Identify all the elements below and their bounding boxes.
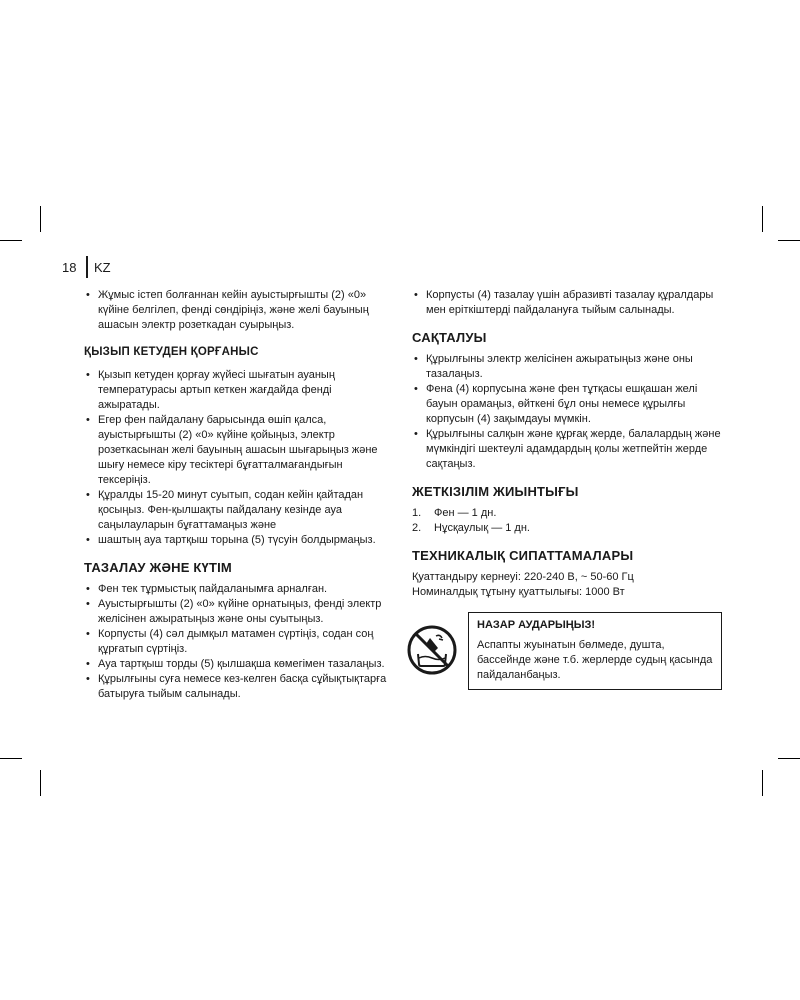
crop-mark — [762, 770, 763, 796]
intro-list — [412, 288, 724, 318]
intro-list — [84, 288, 392, 333]
list-item: • Құрылғыны салқын және құрғақ жерде, балалардың және мүмкіндігі шектеулі адамдардың қолы жетпейтін жерде сақтаңыз. — [412, 427, 724, 472]
list-item: • Корпусты (4) сәл дымқыл матамен сүртіңіз, содан соң құрғатып сүртіңіз. — [84, 627, 392, 657]
no-water-use-icon — [406, 624, 458, 676]
list-item: • Егер фен пайдалану барысында өшіп қалса, ауыстырғышты (2) «0» күйіне қойыңыз, электр розеткасынан желі бауының ашасын шығарыңыз және шығу немесе кіру тесіктері бұғатталмағандығын тексеріңіз. — [84, 413, 392, 488]
crop-mark — [778, 240, 800, 241]
item-text: Нұсқаулық — 1 дн. — [434, 522, 530, 534]
left-column — [84, 288, 392, 702]
specs-block — [412, 570, 724, 600]
spec-power: Номиналдық тұтыну қуаттылығы: 1000 Вт — [412, 586, 625, 598]
section-title-storage: САҚТАЛУЫ — [412, 330, 487, 345]
list-item: • Фен тек тұрмыстық пайдаланымға арналған. — [84, 582, 392, 597]
cleaning-list — [84, 582, 392, 702]
item-number: 1. — [412, 507, 422, 519]
list-item: • Қызып кетуден қорғау жүйесі шығатын ауаның температурасы артып кеткен жағдайда фенді ажыратады. — [84, 368, 392, 413]
crop-mark — [0, 758, 22, 759]
header-divider — [86, 256, 88, 278]
section-title-cleaning: ТАЗАЛАУ ЖӘНЕ КҮТІМ — [84, 560, 232, 575]
list-item — [412, 521, 724, 536]
page-number: 18 — [62, 259, 77, 275]
list-item — [412, 506, 724, 521]
crop-mark — [778, 758, 800, 759]
storage-list — [412, 352, 724, 472]
right-column — [412, 288, 724, 682]
section-title-delivery: ЖЕТКІЗІЛІМ ЖИЫНТЫҒЫ — [412, 484, 579, 499]
page-header — [62, 256, 111, 278]
delivery-list — [412, 506, 724, 536]
crop-mark — [762, 206, 763, 232]
crop-mark — [40, 770, 41, 796]
list-item: • Жұмыс істеп болғаннан кейін ауыстырғышты (2) «0» күйіне белгілеп, фенді сөндіріңіз, және желі бауының ашасын электр розеткадан суырыңыз. — [84, 288, 392, 333]
warning-block — [412, 612, 724, 682]
section-title-overheat: ҚЫЗЫП КЕТУДЕН ҚОРҒАНЫС — [84, 346, 259, 358]
warning-text: Аспапты жуынатын бөлмеде, душта, бассейнде және т.б. жерлерде судың қасында пайдаланбаңыз. — [477, 639, 713, 681]
warning-box — [468, 612, 722, 690]
list-item: • шаштың ауа тартқыш торына (5) түсуін болдырмаңыз. — [84, 533, 392, 548]
list-item: • Корпусты (4) тазалау үшін абразивті тазалау құралдары мен еріткіштерді пайдалануға тыйым салынады. — [412, 288, 724, 318]
spec-voltage: Қуаттандыру кернеуі: 220-240 В, ~ 50-60 Гц — [412, 571, 634, 583]
warning-title: НАЗАР АУДАРЫҢЫЗ! — [477, 619, 596, 631]
crop-mark — [40, 206, 41, 232]
overheat-list — [84, 368, 392, 548]
item-number: 2. — [412, 522, 422, 534]
section-title-specs: ТЕХНИКАЛЫҚ СИПАТТАМАЛАРЫ — [412, 548, 634, 563]
list-item: • Фена (4) корпусына және фен тұтқасы ешқашан желі бауын орамаңыз, өйткені бұл оны немесе құрылғы корпусын (4) зақымдауы мүмкін. — [412, 382, 724, 427]
list-item: • Ауа тартқыш торды (5) қылшақша көмегімен тазалаңыз. — [84, 657, 392, 672]
list-item: • Құрылғыны суға немесе кез-келген басқа сұйықтықтарға батыруға тыйым салынады. — [84, 672, 392, 702]
language-code: KZ — [94, 259, 111, 275]
list-item: • Құралды 15-20 минут суытып, содан кейін қайтадан қосыңыз. Фен-қылшақты пайдалану кезінде ауа саңылауларын бұғаттамаңыз және — [84, 488, 392, 533]
list-item: • Құрылғыны электр желісінен ажыратыңыз және оны тазалаңыз. — [412, 352, 724, 382]
crop-mark — [0, 240, 22, 241]
list-item: • Ауыстырғышты (2) «0» күйіне орнатыңыз, фенді электр желісінен ажыратыңыз және оны суытыңыз. — [84, 597, 392, 627]
item-text: Фен — 1 дн. — [434, 507, 497, 519]
